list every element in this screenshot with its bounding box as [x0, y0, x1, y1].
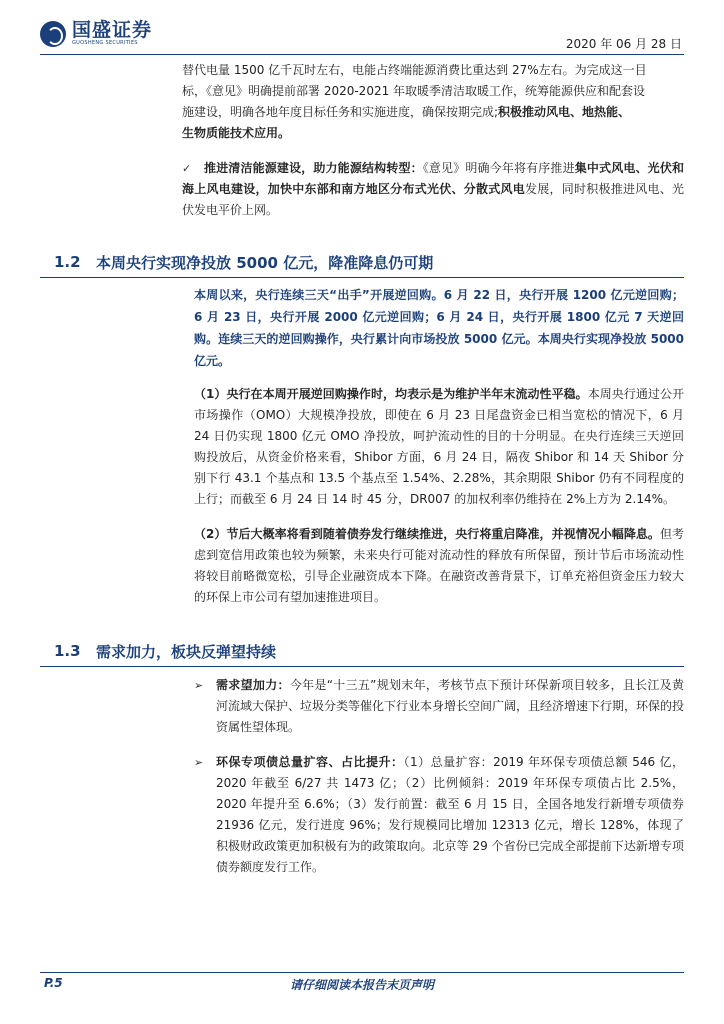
arrow-bullet-icon: ➢: [194, 756, 204, 769]
section-1-2-heading: [40, 249, 684, 275]
section-1-2-para2-lead: （2）节后大概率将看到随着债券发行继续推进，央行将重启降准，并视情况小幅降息。: [194, 527, 660, 541]
top-para-line3-bold: 积极推动风电、地热能、: [498, 105, 631, 119]
arrow-bullet-icon: ➢: [194, 679, 204, 692]
section-1-3-item1-lead: 需求望加力：: [216, 678, 290, 692]
section-1-2-para1-lead: （1）央行在本周开展逆回购操作时，均表示是为维护半年末流动性平稳。: [194, 387, 588, 401]
top-para-line4: 生物质能技术应用。: [182, 126, 291, 140]
top-para-line2: 标，《意见》明确提前部署 2020-2021 年取暖季清洁取暖工作，统筹能源供应和配套设: [182, 84, 646, 98]
page-header: [0, 0, 724, 60]
section-1-3-item2-body: （1）总量扩容：2019 年环保专项债总额 546 亿，2020 年截至 6/27 共 1473 亿；（2）比例倾斜：2019 年环保专项债占比 2.5%，2020 年提升至 6.6%；（3）发行前置：截至 6 月 15 日，全国各地发行新增专项债券 21936 亿元，发行进度 96%；发行规模同比增加 12313 亿元，增长 128%，体现了积极财政政策更加积极有为的政策取向。北京等 29 个省份已完成全部提前下达新增专项债券额度发行工作。: [216, 755, 684, 874]
section-1-3-item1-text: [216, 675, 684, 738]
page-content: [40, 60, 684, 878]
section-1-3-item2-lead: 环保专项债总量扩容、占比提升：: [216, 755, 404, 769]
section-1-3-item2: [40, 752, 684, 878]
section-1-2-para1: [194, 384, 684, 510]
footer-divider: [40, 972, 684, 973]
section-1-2-divider: [40, 277, 684, 278]
check-item-text2: 发展，同时积极推进风电、光伏发电平价上网。: [182, 182, 684, 217]
brand-logo: [40, 20, 152, 47]
section-1-3: [40, 638, 684, 878]
check-item-text1: 《意见》明确今年将有序推进: [422, 161, 575, 175]
section-1-2-para2-text: 但考虑到宽信用政策也较为频繁，未来央行可能对流动性的释放有所保留，预计节后市场流动性将较目前略微宽松，引导企业融资成本下降。在融资改善背景下，订单充裕但资金压力较大的环保上市公司有望加速推进项目。: [194, 527, 684, 604]
top-para-line3: [182, 102, 684, 123]
check-item-lead: 推进清洁能源建设，助力能源结构转型：: [204, 161, 423, 175]
check-item: [40, 158, 684, 221]
check-item-text: [182, 158, 684, 221]
section-1-3-title: 需求加力，板块反弹望持续: [96, 642, 277, 661]
section-1-2-title: 本周央行实现净投放 5000 亿元，降准降息仍可期: [96, 253, 434, 272]
section-1-2-summary: 本周以来，央行连续三天“出手”开展逆回购。6 月 22 日，央行开展 1200 亿元逆回购； 6 月 23 日，央行开展 2000 亿元逆回购；6 月 24 日，央行开展 1800 亿元 7 天逆回购。连续三天的逆回购操作，央行累计向市场投放 5000 亿元。本周央行实现净投放 5000 亿元。: [194, 288, 684, 368]
section-1-2-para1-text: 本周央行通过公开市场操作（OMO）大规模净投放，即使在 6 月 23 日尾盘资金已相当宽松的情况下，6 月 24 日仍实现 1800 亿元 OMO 净投放，呵护流动性的目的十分明显。在央行连续三天逆回购投放后，从资金价格来看，Shibor 方面，6 月 24 日，隔夜 Shibor 和 14 天 Shibor 分别下行 43.1 个基点和 13.5 个基点至 1.54%、2.28%，其余期限 Shibor 仍有不同程度的上行；而截至 6 月 24 日 14 时 45 分，DR007 的加权利率仍维持在 2%上方为 2.14%。: [194, 387, 684, 506]
check-item-bold1: 集中式风电、光伏和海上风电建设，加快中东部和南方地区分布式光伏、分散式风电: [182, 161, 684, 196]
section-1-3-divider: [40, 666, 684, 667]
section-1-2-para2: [194, 524, 684, 608]
section-1-3-heading: [40, 638, 684, 664]
check-icon: ✓: [182, 162, 192, 175]
header-divider: [40, 54, 684, 55]
brand-name-en: GUOSHENG SECURITIES: [72, 40, 138, 46]
page-number: P.5: [44, 976, 63, 990]
section-1-2-number: 1.2: [54, 253, 81, 271]
section-1-3-item1-body: 今年是“十三五”规划末年，考核节点下预计环保新项目较多，且长江及黄河流域大保护、垃圾分类等催化下行业本身增长空间广阔，且经济增速下行期，环保的投资属性望体现。: [216, 678, 685, 734]
brand-logo-icon: [40, 21, 66, 47]
footer-disclaimer: 请仔细阅读本报告末页声明: [289, 978, 434, 992]
section-1-3-number: 1.3: [54, 642, 81, 660]
section-1-2: [40, 249, 684, 608]
section-1-3-item1: [40, 675, 684, 738]
section-1-3-item2-text: [216, 752, 684, 878]
brand-name: 国盛证券: [72, 19, 153, 41]
top-paragraph: [40, 60, 684, 144]
top-para-line3-text: 施建设，明确各地年度目标任务和实施进度，确保按期完成;: [182, 105, 499, 119]
report-date: 2020 年 06 月 28 日: [565, 37, 682, 51]
top-para-line1: 替代电量 1500 亿千瓦时左右，电能占终端能源消费比重达到 27%左右。为完成这一目: [182, 63, 647, 77]
